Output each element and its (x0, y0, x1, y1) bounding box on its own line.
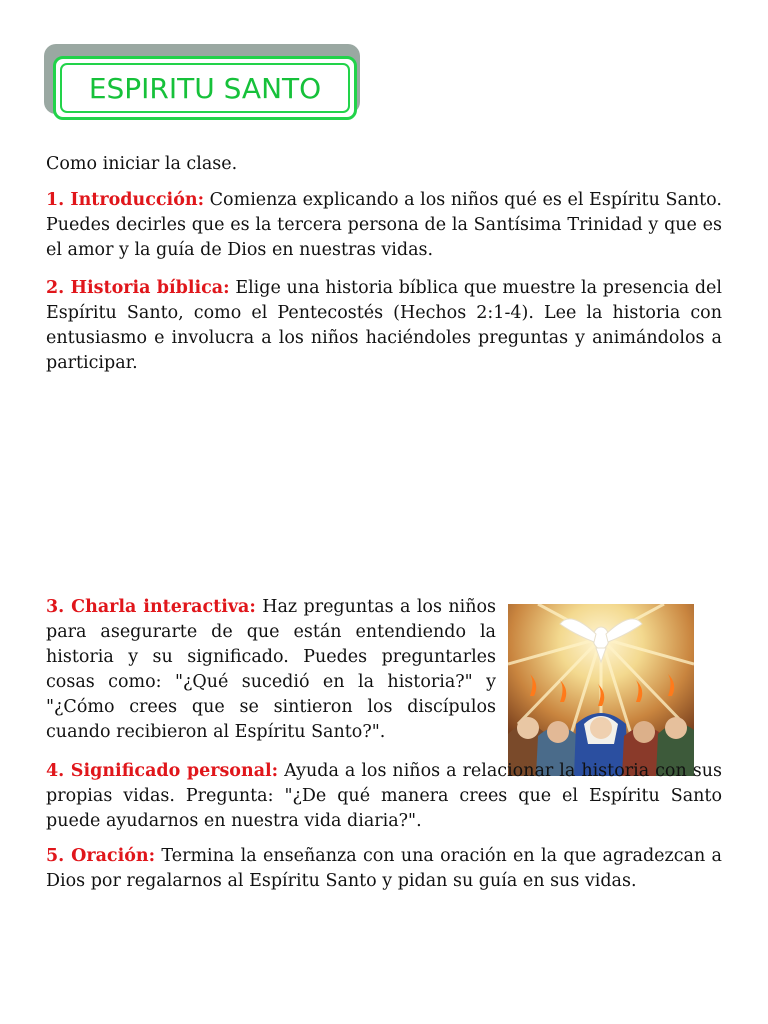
section-text: Ayuda a los niños a relacionar la historia con sus propias vidas. Pregunta: "¿De qué manera crees que el Espíritu Santo puede ayudarnos en nuestra vida diaria?". (46, 761, 722, 831)
pentecost-dove-illustration (508, 604, 694, 776)
section-text: Elige una historia bíblica que muestre la presencia del Espíritu Santo, como el Pentecostés (Hechos 2:1-4). Lee la historia con entusiasmo e involucra a los niños haciéndoles preguntas y animándolos a participar. (46, 278, 722, 373)
title-inner-border (60, 63, 350, 113)
section-significado-personal (46, 759, 722, 834)
section-label: 4. Significado personal: (46, 761, 279, 781)
section-historia-biblica (46, 276, 722, 376)
section-label: 1. Introducción: (46, 190, 205, 210)
section-charla-interactiva (46, 595, 496, 745)
page-title: ESPIRITU SANTO (88, 71, 322, 105)
section-text: Termina la enseñanza con una oración en la que agradezcan a Dios por regalarnos al Espíritu Santo y pidan su guía en sus vidas. (46, 846, 722, 891)
section-label: 2. Historia bíblica: (46, 278, 230, 298)
section-label: 5. Oración: (46, 846, 156, 866)
intro-text: Como iniciar la clase. (46, 154, 238, 174)
section-introduccion (46, 188, 722, 263)
title-box (53, 56, 357, 120)
title-banner (44, 44, 368, 130)
section-label: 3. Charla interactiva: (46, 597, 256, 617)
section-oracion (46, 844, 722, 894)
section-text: Haz preguntas a los niños para asegurarte de que están entendiendo la historia y su significado. Puedes preguntarles cosas como: "¿Qué sucedió en la historia?" y "¿Cómo crees que se sintieron los discípulos cuando recibieron al Espíritu Santo?". (46, 597, 496, 742)
section-text: Comienza explicando a los niños qué es el Espíritu Santo. Puedes decirles que es la tercera persona de la Santísima Trinidad y que es el amor y la guía de Dios en nuestras vidas. (46, 190, 722, 260)
